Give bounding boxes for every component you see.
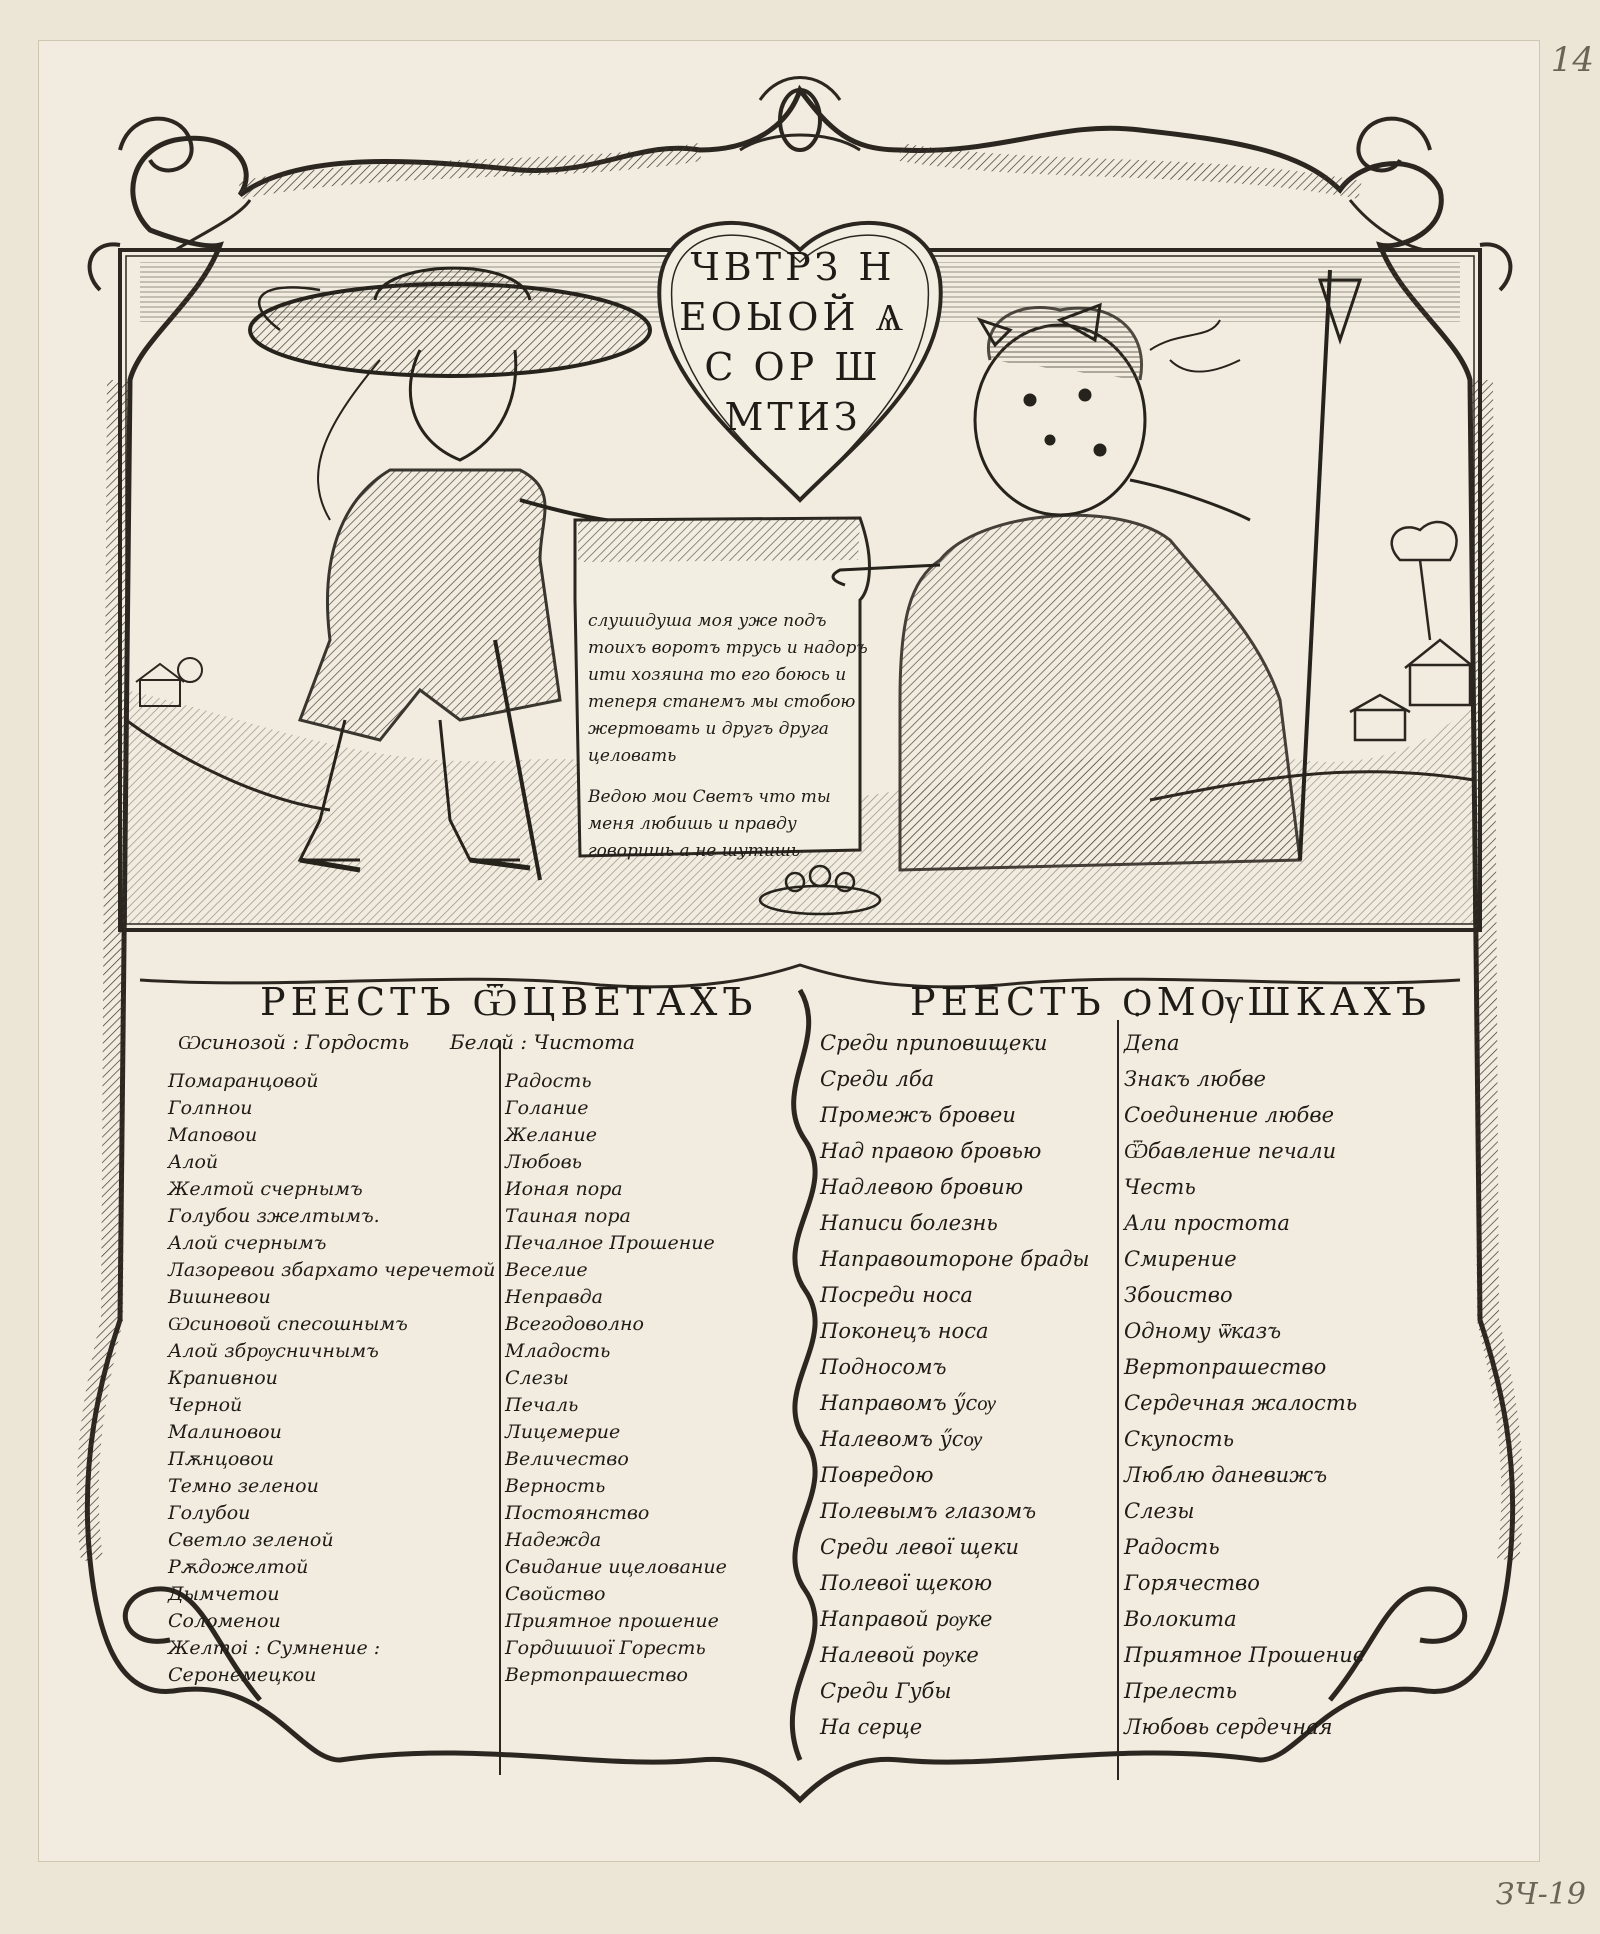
patch-meaning: Смирение [1124, 1247, 1237, 1271]
patch-meaning: Радость [1124, 1535, 1220, 1559]
color-name: Маповои [168, 1124, 258, 1146]
color-name: Алой [168, 1151, 219, 1173]
color-name: Голубои зжелтымъ. [168, 1205, 380, 1227]
patch-position: Среди Губы [820, 1679, 952, 1703]
color-meaning: Свойство [505, 1583, 606, 1605]
color-name: Серонемецкои [168, 1664, 317, 1686]
patch-position: Полевымъ глазомъ [820, 1499, 1037, 1523]
patch-meaning: Ѿбавление печали [1124, 1139, 1337, 1163]
patch-position: Среди левої щеки [820, 1535, 1020, 1559]
patch-meaning: Сердечная жалость [1124, 1391, 1358, 1415]
color-meaning: Радость [505, 1070, 592, 1092]
color-meaning: Верность [505, 1475, 606, 1497]
patch-position: Поконецъ носа [820, 1319, 989, 1343]
color-name: Соломенои [168, 1610, 281, 1632]
patch-position: На серце [820, 1715, 923, 1739]
patch-position: Подносомъ [820, 1355, 947, 1379]
color-name: Лазоревои збархато черечетой [168, 1259, 496, 1281]
color-meaning: Желание [505, 1124, 598, 1146]
patch-position: Промежъ бровеи [820, 1103, 1016, 1127]
patch-position: Написи болезнь [820, 1211, 998, 1235]
patch-meaning: Прелесть [1124, 1679, 1238, 1703]
patch-meaning: Збоиство [1124, 1283, 1233, 1307]
patch-position: Полевої щекою [820, 1571, 993, 1595]
patch-meaning: Приятное Прошение [1124, 1643, 1366, 1667]
color-meaning: Вертопрашество [505, 1664, 688, 1686]
patch-meaning: Горячество [1124, 1571, 1260, 1595]
color-name: Голубои [168, 1502, 251, 1524]
patches-right-list [1118, 1025, 1424, 1745]
patch-position: Направоиторонe брады [820, 1247, 1090, 1271]
margin-note-top: 14 [1550, 40, 1594, 80]
colors-left-list [168, 1068, 498, 1689]
color-name: Темно зеленои [168, 1475, 319, 1497]
village-right [1350, 522, 1475, 740]
color-name: Желтоі : Сумнение : [168, 1637, 381, 1659]
heart-cipher-line: МТИЗ [724, 395, 862, 439]
color-meaning: Надежда [505, 1529, 602, 1551]
speech-verse-1: слушидуша моя уже подъ тоихъ воротъ трусь и надоръ ити хозяина то его боюсь и теперя станемъ мы стобою жертовать и другъ друга целовать [588, 611, 868, 766]
color-meaning: Всегодоволно [505, 1313, 644, 1335]
color-name: Голпнои [168, 1097, 253, 1119]
patch-meaning: Честь [1124, 1175, 1196, 1199]
color-name: Малиновои [168, 1421, 282, 1443]
patch-meaning: Люблю даневижъ [1124, 1463, 1328, 1487]
patch-meaning: Слезы [1124, 1499, 1195, 1523]
patch-position: Повредою [820, 1463, 934, 1487]
colors-intro-row [178, 1030, 678, 1055]
patch-meaning: Вертопрашество [1124, 1355, 1327, 1379]
color-meaning: Приятное прошение [505, 1610, 719, 1632]
margin-note-bottom: ЗЧ-19 [1495, 1877, 1586, 1912]
color-name: Алой счернымъ [168, 1232, 327, 1254]
heart-cipher-line: ЧВТРЗ Н [690, 245, 896, 289]
color-name: Вишневои [168, 1286, 271, 1308]
patch-meaning: Одному ѿказъ [1124, 1319, 1282, 1343]
color-meaning: Веселие [505, 1259, 588, 1281]
color-meaning: Лицемерие [505, 1421, 621, 1443]
color-name: Дымчетои [168, 1583, 280, 1605]
color-meaning: Печалное Прошение [505, 1232, 715, 1254]
color-meaning: Неправда [505, 1286, 603, 1308]
patch-meaning: Знакъ любве [1124, 1067, 1266, 1091]
color-name: Помаранцовой [168, 1070, 319, 1092]
colors-register-title: РЕЕСТЪ ѾЦВЕТАХЪ [260, 980, 758, 1024]
patch-position: Налевомъ ӳсѹ [820, 1427, 983, 1451]
color-name: Ѡсиновой спесошнымъ [168, 1313, 408, 1335]
patch-meaning: Скупость [1124, 1427, 1235, 1451]
colors-right-list [505, 1068, 795, 1689]
color-meaning: Величество [505, 1448, 629, 1470]
color-meaning: Ионая пора [505, 1178, 623, 1200]
colors-intro-1: Ѡсинозой : Гордость [178, 1030, 410, 1054]
heart-cipher [668, 242, 918, 442]
color-meaning: Слезы [505, 1367, 569, 1389]
color-meaning: Таиная пора [505, 1205, 631, 1227]
color-meaning: Свидание ицелование [505, 1556, 727, 1578]
patches-left-list [820, 1025, 1115, 1745]
patch-position: Надлевою бровию [820, 1175, 1024, 1199]
color-name: Пѫнцовои [168, 1448, 274, 1470]
patch-position: Среди приповищеки [820, 1031, 1048, 1055]
color-name: Черной [168, 1394, 243, 1416]
patch-meaning: Любовь сердечная [1124, 1715, 1333, 1739]
patch-position: Посреди носа [820, 1283, 973, 1307]
patches-register-title: РЕЕСТЪ ѺМѸШКАХЪ [910, 980, 1432, 1024]
patch-position: Налевой рѹке [820, 1643, 979, 1667]
color-meaning: Постоянство [505, 1502, 650, 1524]
speech-text [588, 608, 878, 879]
color-name: Желтой счернымъ [168, 1178, 363, 1200]
speech-verse-2: Ведою мои Светъ что ты меня любишь и правду говоришь а не шутишь [588, 787, 831, 861]
center-vine [792, 990, 815, 1760]
color-meaning: Любовь [505, 1151, 583, 1173]
color-meaning: Гордишиої Горесть [505, 1637, 706, 1659]
color-meaning: Младость [505, 1340, 611, 1362]
heart-cipher-line: ЕОЫОЙ Ѧ [678, 295, 908, 339]
patch-position: Среди лба [820, 1067, 935, 1091]
patch-meaning: Соединение любве [1124, 1103, 1335, 1127]
color-meaning: Голание [505, 1097, 589, 1119]
patch-meaning: Депа [1124, 1031, 1180, 1055]
color-name: Рѫдожелтой [168, 1556, 309, 1578]
colors-intro-2: Белой : Чистота [449, 1030, 635, 1054]
patch-position: Направомъ ӳсѹ [820, 1391, 996, 1415]
color-name: Крапивнои [168, 1367, 278, 1389]
color-meaning: Печаль [505, 1394, 579, 1416]
color-name: Алой збрѹсничнымъ [168, 1340, 379, 1362]
patch-meaning: Али простота [1124, 1211, 1290, 1235]
patch-position: Направой рѹке [820, 1607, 993, 1631]
heart-cipher-line: С ОР Ш [704, 345, 882, 389]
patch-position: Над правою бровью [820, 1139, 1042, 1163]
patch-meaning: Волокита [1124, 1607, 1237, 1631]
color-name: Светло зеленой [168, 1529, 334, 1551]
